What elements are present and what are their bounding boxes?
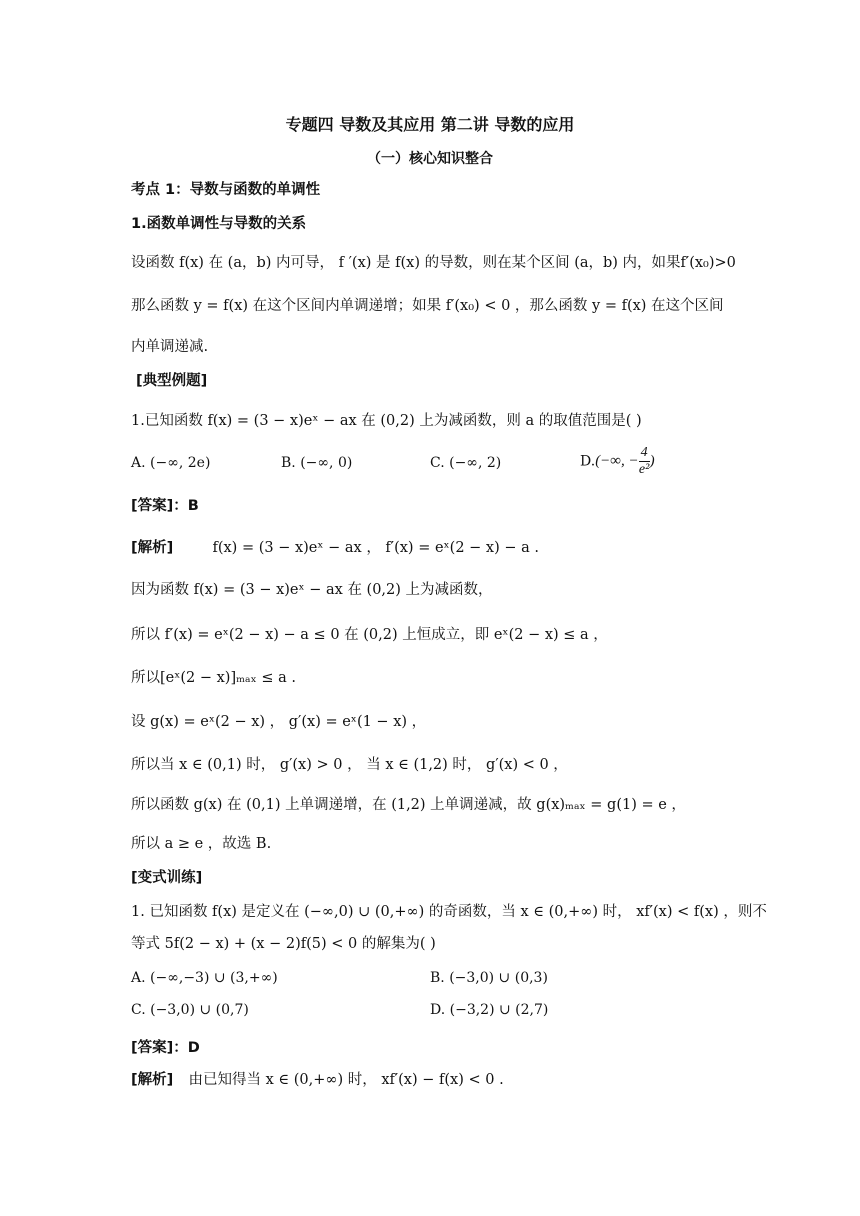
analysis-1-line-4: 设 g(x) = eˣ(2 − x) ， g′(x) = eˣ(1 − x) ， <box>131 714 427 730</box>
q1-option-d-right: ) <box>649 453 655 469</box>
answer-1: [答案]：B <box>131 498 199 514</box>
question-2-line-1: 1. 已知函数 f(x) 是定义在 (−∞,0) ∪ (0,+∞) 的奇函数，当 x ∈ (0,+∞) 时， xf′(x) < f(x) ，则不 <box>131 904 767 920</box>
analysis-1-line-6: 所以函数 g(x) 在 (0,1) 上单调递增，在 (1,2) 上单调递减，故 g(x)ₘₐₓ = g(1) = e ， <box>131 797 686 813</box>
fraction-numerator: 4 <box>640 445 648 460</box>
answer-2: [答案]：D <box>131 1040 200 1056</box>
question-2-line-2: 等式 5f(2 − x) + (x − 2)f(5) < 0 的解集为( ) <box>131 936 436 952</box>
intro-line-1: 设函数 f(x) 在 (a，b) 内可导， f ′(x) 是 f(x) 的导数，则在某个区间 (a，b) 内，如果f′(x₀)>0 <box>131 255 736 271</box>
analysis-1-line-3: 所以[eˣ(2 − x)]ₘₐₓ ≤ a . <box>131 670 296 686</box>
q1-option-d <box>580 445 655 478</box>
q1-option-d-prefix: D. <box>580 453 596 470</box>
analysis-label-2: [解析] <box>131 1072 174 1088</box>
q2-option-c: C. (−3,0) ∪ (0,7) <box>131 1002 249 1018</box>
page-title: 专题四 导数及其应用 第二讲 导数的应用 <box>285 115 575 134</box>
point-heading: 考点 1：导数与函数的单调性 <box>131 182 321 198</box>
intro-line-3: 内单调递减. <box>131 339 209 355</box>
question-1: 1.已知函数 f(x) = (3 − x)eˣ − ax 在 (0,2) 上为减函数，则 a 的取值范围是( ) <box>131 413 642 429</box>
analysis-1-line-7: 所以 a ≥ e ，故选 B. <box>131 836 272 852</box>
q2-option-a: A. (−∞,−3) ∪ (3,+∞) <box>131 970 278 986</box>
example-header: [典型例题] <box>136 373 208 389</box>
intro-line-2: 那么函数 y = f(x) 在这个区间内单调递增；如果 f′(x₀) < 0 ，那么函数 y = f(x) 在这个区间 <box>131 298 724 314</box>
q2-option-d: D. (−3,2) ∪ (2,7) <box>430 1002 549 1018</box>
analysis-2-text: 由已知得当 x ∈ (0,+∞) 时， xf′(x) − f(x) < 0 . <box>188 1072 504 1088</box>
q1-option-c: C. (−∞, 2) <box>430 455 502 471</box>
sub-heading: 1.函数单调性与导数的关系 <box>131 216 307 232</box>
analysis-1-first <box>131 538 539 558</box>
analysis-1-formula: f(x) = (3 − x)eˣ − ax ， f′(x) = eˣ(2 − x) − a . <box>212 540 539 556</box>
analysis-2 <box>131 1070 504 1090</box>
fraction-denominator: e² <box>638 462 650 477</box>
practice-header: [变式训练] <box>131 870 203 886</box>
analysis-label: [解析] <box>131 540 174 556</box>
analysis-1-line-1: 因为函数 f(x) = (3 − x)eˣ − ax 在 (0,2) 上为减函数， <box>131 582 493 598</box>
analysis-1-line-2: 所以 f′(x) = eˣ(2 − x) − a ≤ 0 在 (0,2) 上恒成立，即 eˣ(2 − x) ≤ a ， <box>131 627 608 643</box>
q1-option-b: B. (−∞, 0) <box>281 455 353 471</box>
q1-option-a: A. (−∞, 2e) <box>131 455 211 471</box>
q1-option-d-fraction <box>639 445 650 478</box>
section-subtitle: （一）核心知识整合 <box>367 151 493 167</box>
q2-option-b: B. (−3,0) ∪ (0,3) <box>430 970 548 986</box>
analysis-1-line-5: 所以当 x ∈ (0,1) 时， g′(x) > 0 ， 当 x ∈ (1,2) 时， g′(x) < 0 ， <box>131 757 568 773</box>
q1-option-d-left: (−∞, − <box>595 453 639 469</box>
